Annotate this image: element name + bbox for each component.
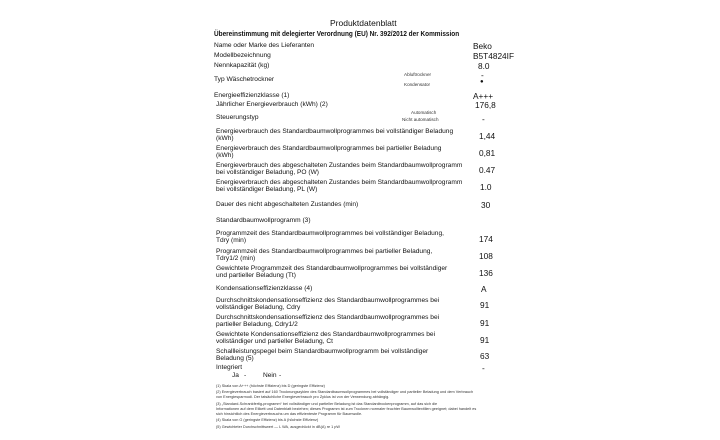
left-on-mode-power-label: Energieverbrauch des abgeschalteten Zustandes beim Standardbaumwollprogramm bei vollständiger Beladung, PL (W) xyxy=(216,179,463,194)
off-mode-power-label: Energieverbrauch des abgeschalteten Zustandes beim Standardbaumwollprogramm bei vollständiger Beladung, PO (W) xyxy=(216,162,463,177)
left-on-duration-label: Dauer des nicht abgeschalteten Zustandes (min) xyxy=(216,201,359,208)
energy-partial-load-value: 0,81 xyxy=(479,148,496,158)
integrated-yes-label: Ja xyxy=(232,372,239,379)
footnote: (3) „Standard-Schrankfertig-programm“ bei vollständiger und partieller Beladung ist das Standardtrockenprogramm, auf das sich die xyxy=(216,402,438,406)
control-type-value: - xyxy=(482,114,485,124)
left-on-duration-value: 30 xyxy=(481,200,491,210)
program-time-full-value: 174 xyxy=(479,234,493,244)
footnote: (1) Skala von A+++ (höchste Effizienz) bis D (geringste Effizienz) xyxy=(216,384,325,388)
condensation-partial-label: Durchschnittskondensationseffizienz des Standardbaumwollprogrammes bei partieller Beladung, Cdry1/2 xyxy=(216,314,440,329)
integrated-value: - xyxy=(482,363,485,373)
annual-energy-label: Jährlicher Energieverbrauch (kWh) (2) xyxy=(216,101,328,108)
integrated-no-label: Nein xyxy=(263,372,277,379)
condensation-partial-value: 91 xyxy=(480,318,490,328)
capacity-value: 8.0 xyxy=(478,61,490,71)
supplier-value: Beko xyxy=(473,41,492,51)
model-label: Modellbezeichnung xyxy=(214,52,271,59)
condensation-weighted-value: 91 xyxy=(480,335,490,345)
noise-level-label: Schallleistungspegel beim Standardbaumwollprogramm bei vollständiger Beladung (5) xyxy=(216,348,429,363)
dryer-type-condenser-value: ● xyxy=(480,79,484,85)
off-mode-power-value: 0.47 xyxy=(479,165,496,175)
condensation-weighted-label: Gewichtete Kondensationseffizienz des Standardbaumwollprogrammes bei vollständiger und partieller Beladung, Ct xyxy=(216,331,436,346)
energy-class-value: A+++ xyxy=(473,91,494,101)
left-on-mode-power-value: 1.0 xyxy=(480,182,492,192)
energy-full-load-label: Energieverbrauch des Standardbaumwollprogrammes bei vollständiger Beladung (kWh) xyxy=(216,128,454,143)
integrated-no-value: - xyxy=(279,372,282,379)
condensation-class-value: A xyxy=(481,284,487,294)
footnote: Informationen auf dem Etikett und Datenblatt beziehen; dieses Programm ist zum Trocknen normaler feuchter Baumwolltextilien geeignet; dabei handelt es xyxy=(216,407,477,411)
energy-class-label: Energieeffizienzklasse (1) xyxy=(214,92,290,99)
dryer-type-label: Typ Wäschetrockner xyxy=(214,76,275,83)
control-type-label: Steuerungstyp xyxy=(216,114,259,121)
program-time-full-label: Programmzeit des Standardbaumwollprogrammes bei vollständiger Beladung, Tdry (min) xyxy=(216,230,444,245)
footnote: (5) Gewichteter Durchschnittswert — L WA, ausgedrückt in dB(A) re 1 pW xyxy=(216,425,341,429)
dryer-type-option-condenser: Kondensator xyxy=(404,82,431,87)
footnote: von Energiesparmodi. Der tatsächliche Energieverbrauch pro Zyklus ist von der Verwendung abhängig. xyxy=(216,395,390,399)
condensation-class-label: Kondensationseffizienzklasse (4) xyxy=(216,285,313,292)
footnote: sich hinsichtlich des Energieverbrauchs um das effizienteste Programm für Baumwolle. xyxy=(216,412,363,416)
standard-program-heading: Standardbaumwollprogramm (3) xyxy=(216,217,311,224)
page-title: Produktdatenblatt xyxy=(330,18,397,28)
program-time-partial-label: Programmzeit des Standardbaumwollprogrammes bei partieller Beladung, Tdry1/2 (min) xyxy=(216,248,433,263)
noise-level-value: 63 xyxy=(480,351,490,361)
model-value: B5T4824IF xyxy=(473,51,515,61)
control-option-automatic: Automatisch xyxy=(411,110,437,115)
capacity-label: Nennkapazität (kg) xyxy=(214,62,270,69)
control-option-non-automatic: Nicht automatisch xyxy=(402,117,439,122)
annual-energy-value: 176,8 xyxy=(475,100,496,110)
dryer-type-option-air-vented: Abluftrockner xyxy=(404,72,432,77)
condensation-full-value: 91 xyxy=(480,300,490,310)
footnote: (4) Skala von G (geringste Effizienz) bis A (höchste Effizienz) xyxy=(216,418,319,422)
condensation-full-label: Durchschnittskondensationseffizienz des Standardbaumwollprogrammes bei vollständiger Beladung, Cdry xyxy=(216,297,440,312)
footnote: (2) Energieverbrauch basiert auf 160 Trocknungszyklen des Standardbaumwollprogrammes bei vollständiger und partieller Beladung und dem Verbrauch xyxy=(216,390,474,394)
program-time-weighted-value: 136 xyxy=(479,268,493,278)
program-time-weighted-label: Gewichtete Programmzeit des Standardbaumwollprogrammes bei vollständiger und partieller Beladung (Tt) xyxy=(216,265,448,280)
supplier-label: Name oder Marke des Lieferanten xyxy=(214,42,315,49)
integrated-label: Integriert xyxy=(216,364,243,371)
integrated-yes-value: - xyxy=(244,372,247,379)
page-subtitle: Übereinstimmung mit delegierter Verordnung (EU) Nr. 392/2012 der Kommission xyxy=(214,31,460,38)
energy-full-load-value: 1,44 xyxy=(479,131,496,141)
energy-partial-load-label: Energieverbrauch des Standardbaumwollprogrammes bei partieller Beladung (kWh) xyxy=(216,145,442,160)
program-time-partial-value: 108 xyxy=(479,251,493,261)
dryer-type-air-vented-value: - xyxy=(481,70,484,80)
